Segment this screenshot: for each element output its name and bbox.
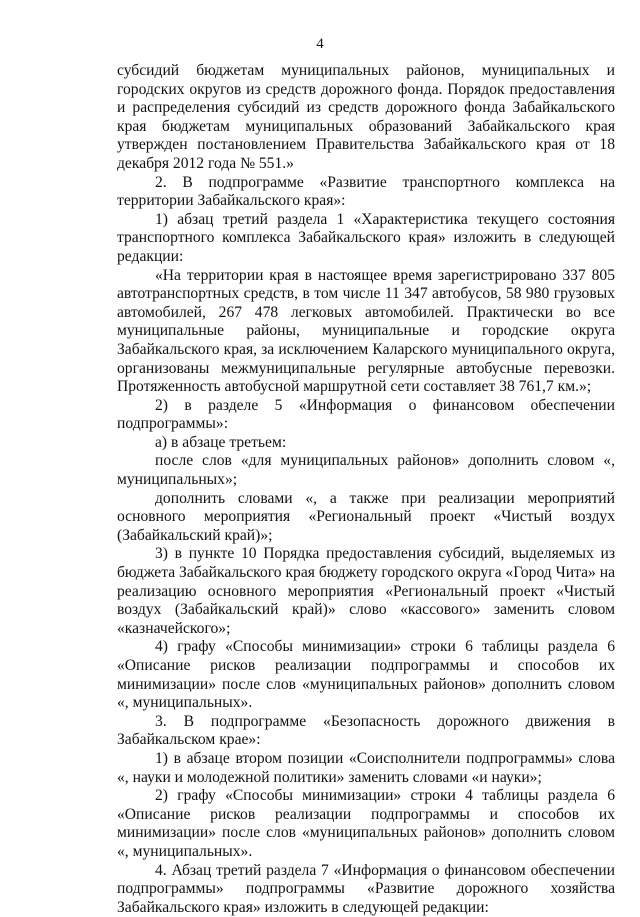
paragraph-item-3: 3. В подпрограмме «Безопасность дорожного движения в Забайкальском крае»: [117, 712, 615, 749]
page-number: 4 [316, 36, 324, 52]
paragraph-subitem-a: а) в абзаце третьем: [155, 433, 287, 451]
paragraph-subitem-3-1: 1) в абзаце втором позиции «Соисполнители подпрограммы» слова «, науки и молодежной политики» заменить словами «и науки»; [117, 749, 615, 786]
paragraph-after-words: после слов «для муниципальных районов» дополнить словом «, муниципальных»; [117, 452, 615, 489]
paragraph-subitem-2-4: 4) графу «Способы минимизации» строки 6 таблицы раздела 6 «Описание рисков реализации подпрограммы и способов их минимизации» после слов «муниципальных районов» дополнить словом «, муниципальных». [117, 638, 615, 712]
document-body [117, 62, 615, 917]
paragraph-subitem-3-2: 2) графу «Способы минимизации» строки 4 таблицы раздела 6 «Описание рисков реализации подпрограммы и способов их минимизации» после слов «муниципальных районов» дополнить словом «, муниципальных». [117, 787, 615, 860]
paragraph-quote: «На территории края в настоящее время зарегистрировано 337 805 автотранспортных средств, в том числе 11 347 автобусов, 58 980 грузовых автомобилей, 267 478 легковых автомобилей. Практически во все муниципальные районы, муниципальные и городские округа Забайкальского края, за исключением Каларского муниципального округа, организованы межмуниципальные регулярные автобусные перевозки. Протяженность автобусной маршрутной сети составляет 38 761,7 км.»; [117, 266, 615, 396]
paragraph-item-2: 2. В подпрограмме «Развитие транспортного комплекса на территории Забайкальского края»: [117, 173, 615, 210]
paragraph-subitem-2-1: 1) абзац третий раздела 1 «Характеристика текущего состояния транспортного комплекса Забайкальского края» изложить в следующей редакции: [117, 210, 615, 265]
paragraph-continuation: субсидий бюджетам муниципальных районов, муниципальных и городских округов из средств дорожного фонда. Порядок предоставления и распределения субсидий из средств дорожного фонда Забайкальского края бюджетам муниципальных образований Забайкальского края утвержден постановлением Правительства Забайкальского края от 18 декабря 2012 года № 551.» [117, 62, 615, 172]
paragraph-add-words: дополнить словами «, а также при реализации мероприятий основного мероприятия «Региональный проект «Чистый воздух (Забайкальский край)»; [117, 489, 615, 544]
paragraph-subitem-2-3: 3) в пункте 10 Порядка предоставления субсидий, выделяемых из бюджета Забайкальского края бюджету городского округа «Город Чита» на реализацию основного мероприятия «Региональный проект «Чистый воздух (Забайкальский край)» слово «кассового» заменить словом «казначейского»; [117, 545, 615, 637]
paragraph-subitem-2-2: 2) в разделе 5 «Информация о финансовом обеспечении подпрограммы»: [117, 396, 615, 433]
paragraph-item-4: 4. Абзац третий раздела 7 «Информация о финансовом обеспечении подпрограммы» подпрограммы «Развитие дорожного хозяйства Забайкальского края» изложить в следующей редакции: [117, 861, 615, 916]
